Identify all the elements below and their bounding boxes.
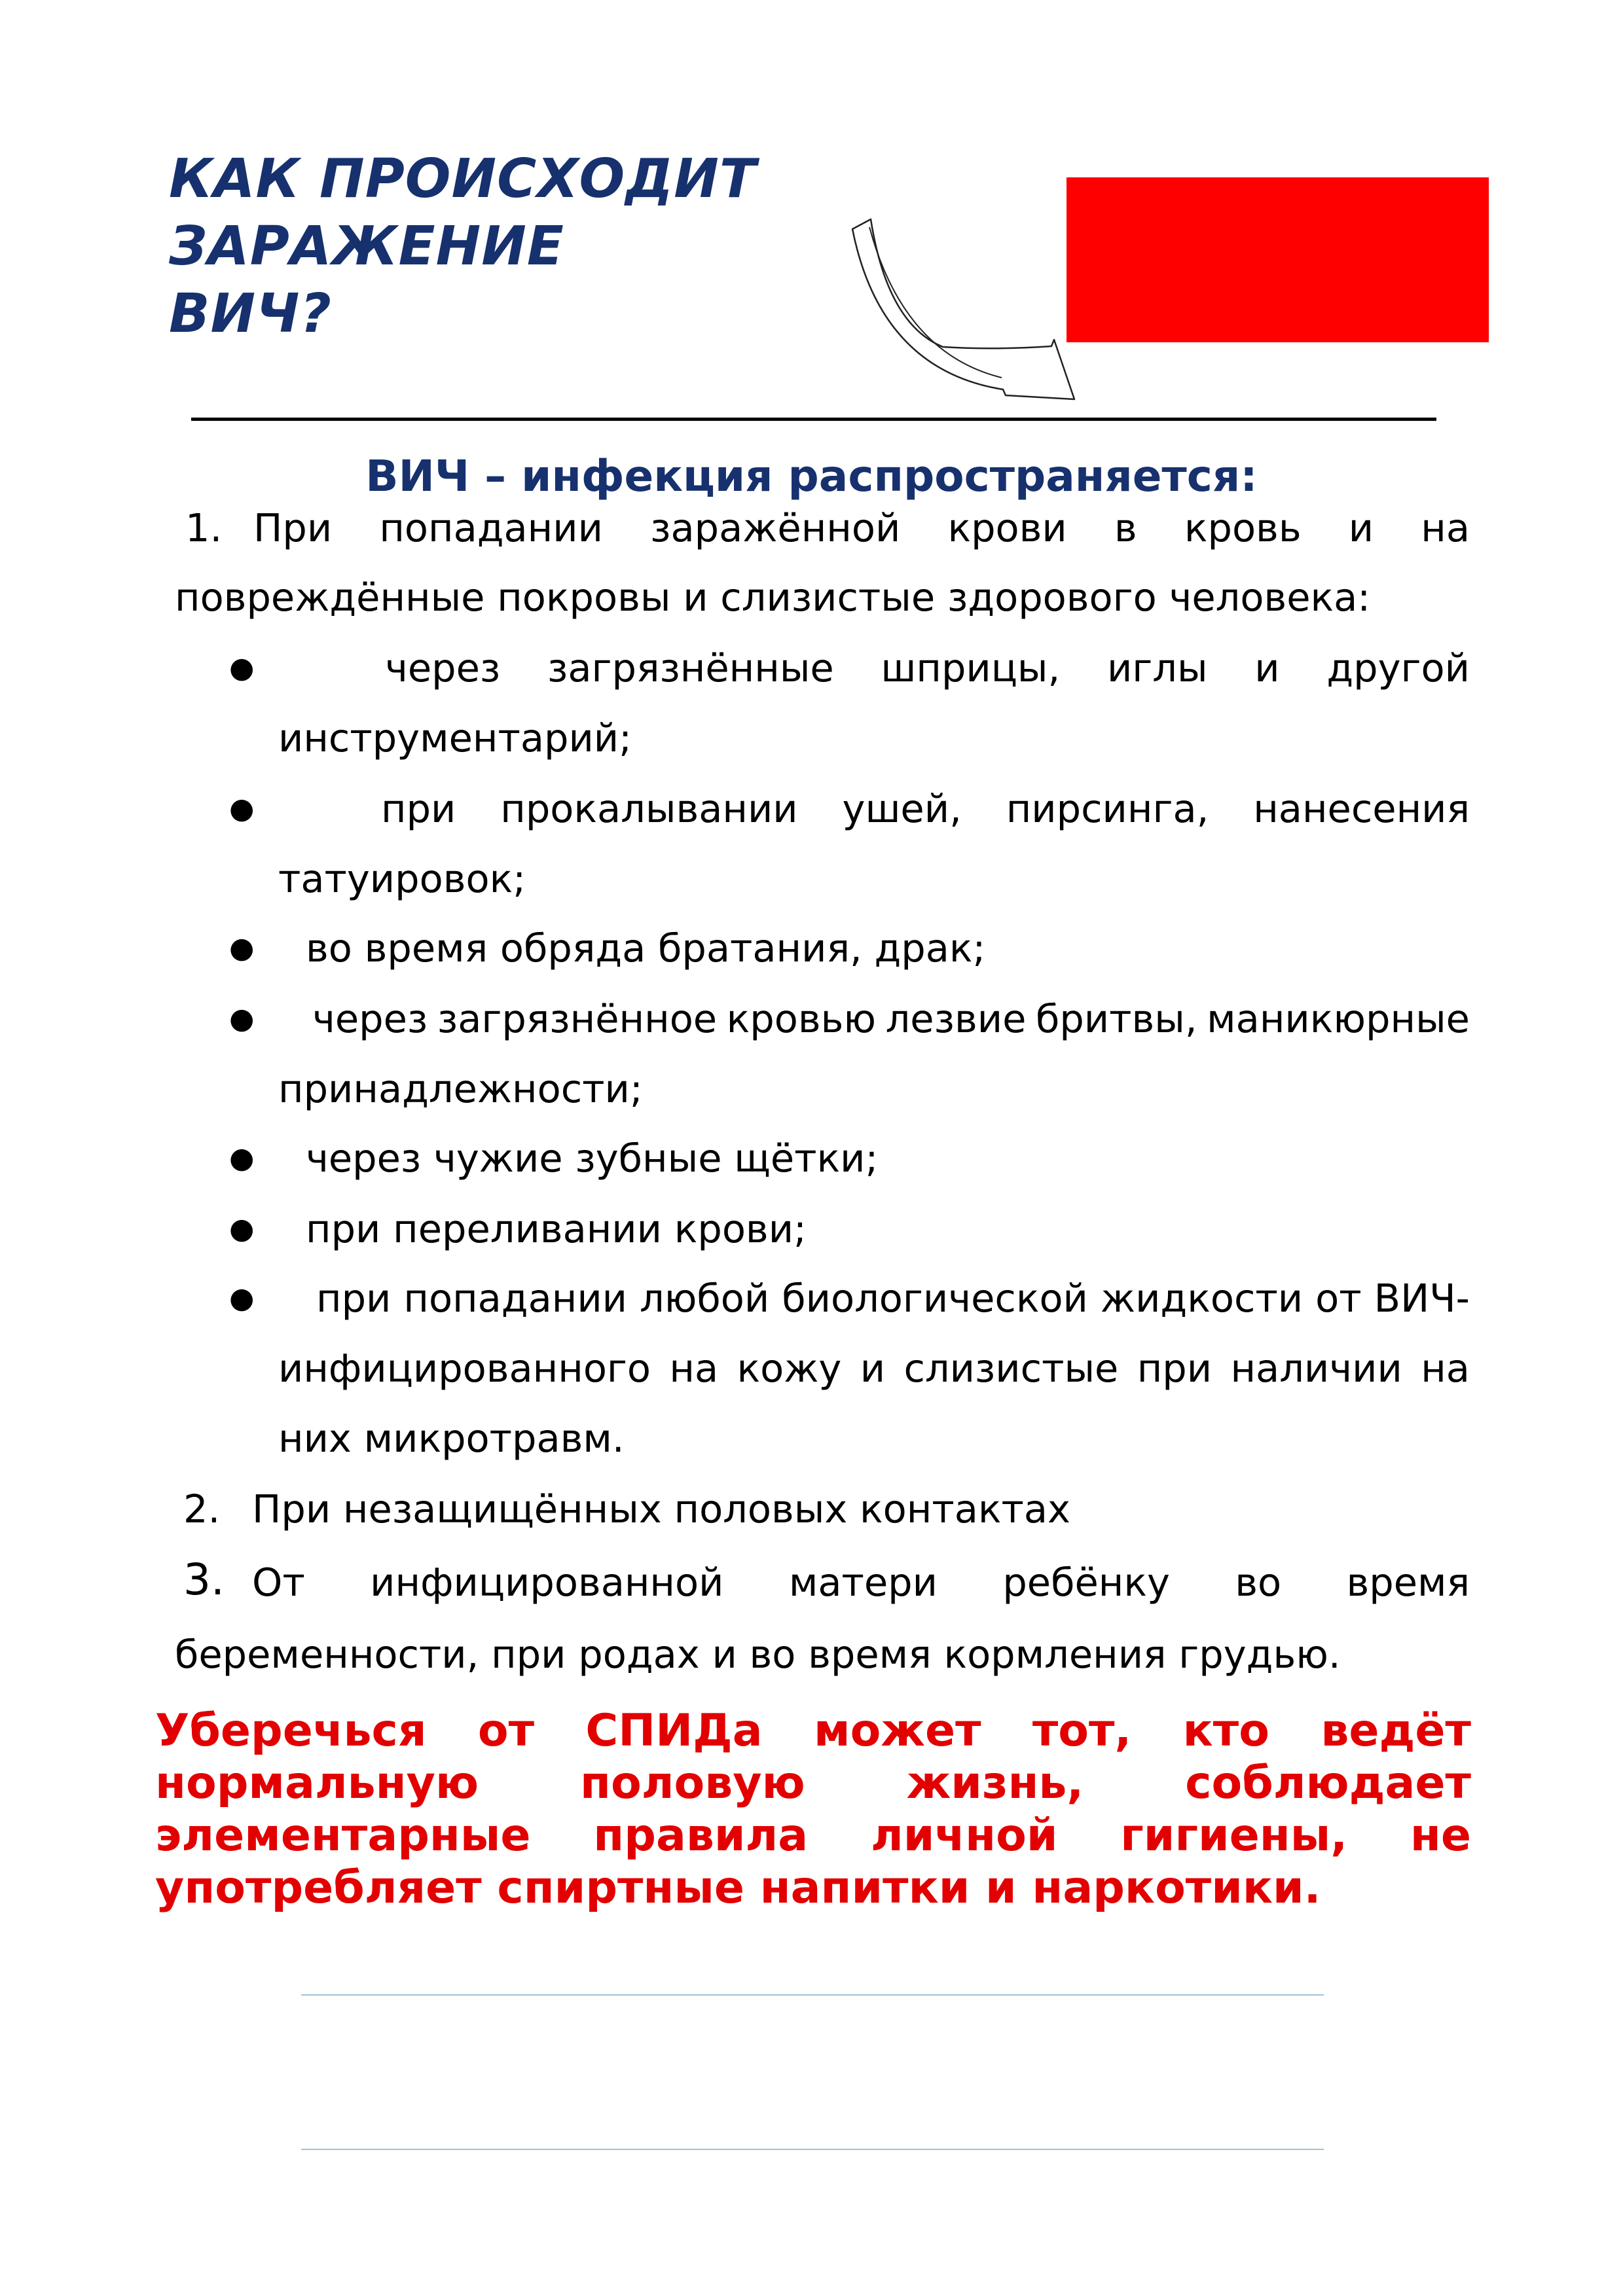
footer-divider-1 — [301, 1994, 1324, 1996]
word: шприцы, — [881, 645, 1061, 691]
word: на — [1421, 505, 1470, 550]
word: СПИДа — [585, 1705, 763, 1757]
bullet-dot-icon: ● — [229, 1002, 255, 1035]
word: жидкости — [1100, 1276, 1304, 1321]
word: и — [860, 1346, 886, 1391]
bullet-7-line-1 — [316, 1275, 1470, 1322]
bullet-2-line-1 — [381, 785, 1470, 833]
word: кровь — [1184, 505, 1302, 550]
word: через — [385, 645, 501, 691]
bullet-dot-icon: ● — [229, 792, 255, 825]
item-1-number: 1. — [185, 505, 223, 550]
section-heading: ВИЧ – инфекция распространяется: — [365, 451, 1258, 501]
word: кто — [1182, 1705, 1269, 1757]
title-line-3: ВИЧ? — [169, 283, 332, 345]
word: на — [669, 1346, 719, 1391]
word: загрязнённое — [437, 996, 718, 1041]
page-title — [169, 145, 824, 348]
item-2-number: 2. — [183, 1486, 221, 1532]
word: правила — [593, 1810, 809, 1861]
word: и — [1254, 645, 1280, 691]
word: лезвие — [885, 996, 1027, 1041]
word: ушей, — [842, 786, 962, 831]
bullet-2-line-2: татуировок; — [278, 856, 526, 901]
word: время — [1346, 1560, 1470, 1605]
word: в — [1114, 505, 1137, 550]
word: через — [312, 996, 428, 1041]
word: маникюрные — [1207, 996, 1470, 1041]
word: другой — [1326, 645, 1470, 691]
word: любой — [640, 1276, 770, 1321]
word: ведёт — [1321, 1705, 1471, 1757]
word: наличии — [1230, 1346, 1402, 1391]
warning-block — [155, 1705, 1471, 1914]
bullet-4-line-1 — [312, 996, 1470, 1043]
word: кровью — [726, 996, 877, 1041]
bullet-dot-icon: ● — [229, 1282, 255, 1315]
word: слизистые — [903, 1346, 1119, 1391]
warning-line-1 — [155, 1705, 1471, 1757]
word: нормальную — [155, 1757, 479, 1809]
item-3-number: 3. — [183, 1554, 225, 1605]
word: пирсинга, — [1006, 786, 1209, 831]
word: соблюдает — [1185, 1757, 1471, 1809]
word: при — [316, 1276, 392, 1321]
word: иглы — [1106, 645, 1208, 691]
bullet-dot-icon: ● — [229, 1212, 255, 1246]
item-2-text: При незащищённых половых контактах — [252, 1486, 1070, 1532]
word: от — [1315, 1276, 1362, 1321]
word: элементарные — [155, 1810, 531, 1861]
word: прокалывании — [500, 786, 798, 831]
bullet-dot-icon: ● — [229, 1141, 255, 1175]
word: при — [381, 786, 456, 831]
word: может — [813, 1705, 981, 1757]
word: бритвы, — [1035, 996, 1197, 1041]
word: крови — [947, 505, 1067, 550]
word: гигиены, — [1120, 1810, 1348, 1861]
word: инфицированной — [370, 1560, 724, 1605]
footer-divider-2 — [301, 2149, 1324, 2150]
bullet-5: через чужие зубные щётки; — [306, 1136, 879, 1181]
word: при — [1137, 1346, 1213, 1391]
red-banner-box — [1067, 177, 1489, 342]
word: личной — [871, 1810, 1058, 1861]
word: и — [1348, 505, 1374, 550]
word: попадании — [403, 1276, 628, 1321]
word: При — [253, 505, 333, 550]
item-3-line-1 — [252, 1559, 1470, 1606]
bullet-dot-icon: ● — [229, 931, 255, 965]
bullet-7-line-3: них микротравм. — [278, 1416, 625, 1461]
word: инфицированного — [278, 1346, 651, 1391]
item-1-line-2: повреждённые покровы и слизистые здорового человека: — [175, 575, 1371, 620]
word: жизнь, — [906, 1757, 1084, 1809]
bullet-4-line-2: принадлежности; — [278, 1066, 643, 1111]
curved-arrow-icon — [851, 213, 1077, 403]
warning-line-3 — [155, 1810, 1471, 1862]
word: во — [1235, 1560, 1282, 1605]
word: на — [1421, 1346, 1470, 1391]
word: нанесения — [1253, 786, 1470, 831]
item-3-line-2: беременности, при родах и во время кормления грудью. — [175, 1632, 1341, 1677]
title-line-1: КАК ПРОИСХОДИТ — [169, 148, 757, 210]
item-1-line-1 — [253, 505, 1470, 552]
bullet-3: во время обряда братания, драк; — [306, 925, 986, 971]
title-line-2: ЗАРАЖЕНИЕ — [169, 215, 564, 278]
word: половую — [580, 1757, 805, 1809]
word: кожу — [737, 1346, 842, 1391]
word: не — [1410, 1810, 1471, 1861]
word: матери — [788, 1560, 938, 1605]
word: загрязнённые — [547, 645, 834, 691]
word: заражённой — [650, 505, 901, 550]
word: Уберечься — [155, 1705, 427, 1757]
word: ребёнку — [1002, 1560, 1170, 1605]
word: попадании — [379, 505, 603, 550]
bullet-1-line-1 — [385, 645, 1470, 692]
warning-line-2 — [155, 1757, 1471, 1810]
warning-line-4: употребляет спиртные напитки и наркотики. — [155, 1862, 1321, 1914]
word: От — [252, 1560, 305, 1605]
bullet-7-line-2 — [278, 1345, 1470, 1392]
title-divider — [191, 418, 1436, 421]
word: биологической — [782, 1276, 1088, 1321]
bullet-1-line-2: инструментарий; — [278, 715, 632, 761]
bullet-dot-icon: ● — [229, 651, 255, 685]
word: тот, — [1032, 1705, 1132, 1757]
bullet-6: при переливании крови; — [306, 1206, 807, 1251]
word: ВИЧ- — [1374, 1276, 1470, 1321]
word: от — [477, 1705, 535, 1757]
